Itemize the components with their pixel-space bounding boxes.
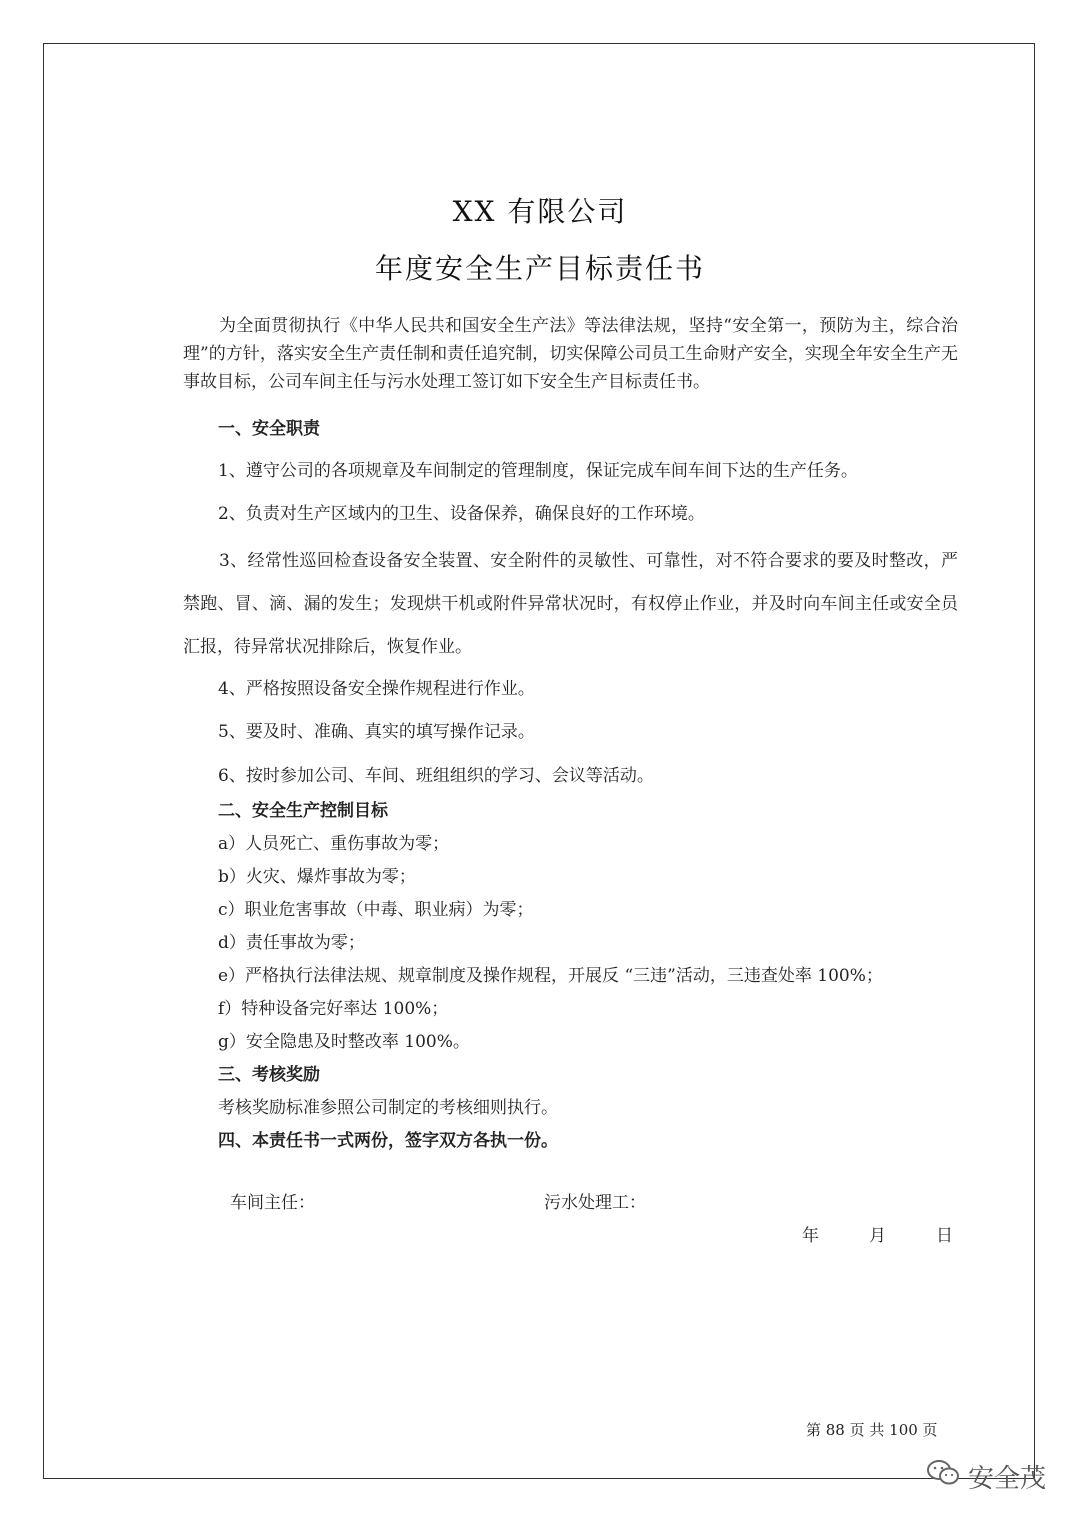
section-heading-targets: 二、安全生产控制目标	[218, 801, 388, 821]
target-item: f）特种设备完好率达 100%；	[218, 999, 449, 1019]
document-title: 年度安全生产目标责任书	[374, 252, 705, 285]
watermark-text: 安全茂	[968, 1464, 1047, 1494]
target-item: e）严格执行法律法规、规章制度及操作规程，开展反 “三违”活动，三违查处率 100%；	[218, 966, 883, 986]
date-month-label: 月	[869, 1226, 886, 1246]
duty-item: 2、负责对生产区域内的卫生、设备保养，确保良好的工作环境。	[218, 504, 705, 524]
duty-item: 1、遵守公司的各项规章及车间制定的管理制度，保证完成车间车间下达的生产任务。	[218, 461, 858, 481]
section-heading-duties: 一、安全职责	[218, 419, 320, 439]
target-item: c）职业危害事故（中毒、职业病）为零；	[218, 900, 534, 920]
target-item: d）责任事故为零；	[218, 933, 365, 953]
duty-item: 4、严格按照设备安全操作规程进行作业。	[218, 679, 535, 699]
duty-item: 5、要及时、准确、真实的填写操作记录。	[218, 722, 535, 742]
date-day-label: 日	[936, 1226, 953, 1246]
assessment-text: 考核奖励标准参照公司制定的考核细则执行。	[218, 1098, 558, 1118]
target-item: a）人员死亡、重伤事故为零；	[218, 834, 450, 854]
page-number: 第 88 页 共 100 页	[806, 1421, 938, 1439]
target-item: g）安全隐患及时整改率 100%。	[218, 1032, 470, 1052]
date-year-label: 年	[802, 1226, 819, 1246]
duty-item: 3、经常性巡回检查设备安全装置、安全附件的灵敏性、可靠性，对不符合要求的要及时整改，严禁跑、冒、滴、漏的发生；发现烘干机或附件异常状况时，有权停止作业，并及时向车间主任或安全员汇报，待异常状况排除后，恢复作业。	[183, 551, 958, 657]
company-title: XX 有限公司	[452, 195, 628, 228]
section-heading-assessment: 三、考核奖励	[218, 1065, 320, 1085]
duty-item: 6、按时参加公司、车间、班组组织的学习、会议等活动。	[218, 766, 654, 786]
section-heading-copies: 四、本责任书一式两份，签字双方各执一份。	[218, 1131, 558, 1151]
target-item: b）火灾、爆炸事故为零；	[218, 867, 416, 887]
signature-label-sewage-worker: 污水处理工：	[544, 1193, 646, 1213]
watermark	[926, 1458, 1046, 1495]
signature-label-workshop-director: 车间主任：	[230, 1193, 315, 1213]
wechat-icon	[926, 1459, 960, 1494]
intro-paragraph: 为全面贯彻执行《中华人民共和国安全生产法》等法律法规，坚持“安全第一，预防为主，综合治理”的方针，落实安全生产责任制和责任追究制，切实保障公司员工生命财产安全，实现全年安全生产无事故目标，公司车间主任与污水处理工签订如下安全生产目标责任书。	[183, 316, 958, 392]
